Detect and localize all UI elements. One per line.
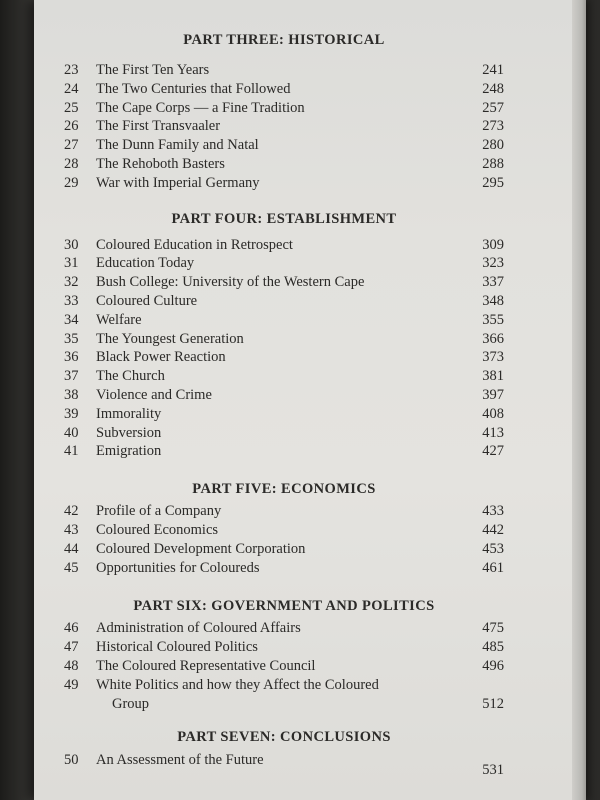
entry-list xyxy=(64,751,504,780)
page-edge xyxy=(572,0,586,800)
chapter-title: The First Transvaaler xyxy=(96,118,221,135)
chapter-number: 42 xyxy=(64,503,79,520)
chapter-title: The Dunn Family and Natal xyxy=(96,137,259,154)
chapter-number: 35 xyxy=(64,330,79,347)
page-number: 257 xyxy=(482,99,504,116)
chapter-number: 31 xyxy=(64,255,79,272)
part-five xyxy=(64,479,504,577)
toc-entry xyxy=(64,80,504,99)
toc-entry xyxy=(64,236,504,255)
chapter-number: 30 xyxy=(64,236,79,253)
page-number: 309 xyxy=(482,236,504,253)
toc-entry xyxy=(64,442,504,461)
page-number: 355 xyxy=(482,311,504,328)
chapter-number: 44 xyxy=(64,540,79,557)
part-six xyxy=(64,596,504,713)
chapter-number: 40 xyxy=(64,424,79,441)
page-number: 288 xyxy=(482,155,504,172)
chapter-number: 28 xyxy=(64,155,79,172)
chapter-number: 46 xyxy=(64,620,79,637)
chapter-title: Violence and Crime xyxy=(96,386,212,403)
chapter-number: 48 xyxy=(64,657,79,674)
page-number: 453 xyxy=(482,540,504,557)
toc-entry xyxy=(64,273,504,292)
toc-entry xyxy=(64,521,504,540)
toc-entry xyxy=(64,619,504,638)
page-number: 273 xyxy=(482,118,504,135)
chapter-title: The First Ten Years xyxy=(96,62,210,78)
toc-entry xyxy=(64,292,504,311)
toc-entry xyxy=(64,657,504,676)
part-heading: PART FIVE: ECONOMICS xyxy=(192,481,376,498)
toc-entry xyxy=(64,61,504,80)
chapter-title: The Two Centuries that Followed xyxy=(96,80,291,97)
page-number: 512 xyxy=(482,695,504,712)
entry-list xyxy=(64,61,504,193)
chapter-title: The Coloured Representative Council xyxy=(96,657,316,674)
page-number: 496 xyxy=(482,657,504,674)
page-number: 408 xyxy=(482,405,504,422)
chapter-number: 45 xyxy=(64,559,79,576)
chapter-number: 43 xyxy=(64,521,79,538)
chapter-title: Profile of a Company xyxy=(96,503,222,520)
chapter-number: 27 xyxy=(64,137,79,154)
chapter-title: Coloured Culture xyxy=(96,292,198,309)
part-three xyxy=(64,30,504,193)
chapter-title-continued: Group xyxy=(112,695,150,712)
page-number: 381 xyxy=(482,368,504,385)
chapter-number: 25 xyxy=(64,99,79,116)
toc-entry xyxy=(64,405,504,424)
chapter-number: 49 xyxy=(64,676,79,693)
toc-entry xyxy=(64,559,504,578)
toc-entry xyxy=(64,386,504,405)
page-number: 531 xyxy=(482,762,504,779)
page-number: 485 xyxy=(482,639,504,656)
part-seven xyxy=(64,727,504,780)
chapter-number: 37 xyxy=(64,368,79,385)
chapter-number: 33 xyxy=(64,292,79,309)
page-number: 442 xyxy=(482,521,504,538)
toc-entry xyxy=(64,424,504,443)
chapter-number: 23 xyxy=(64,62,79,78)
part-heading: PART THREE: HISTORICAL xyxy=(183,32,385,48)
entry-list xyxy=(64,236,504,462)
chapter-number: 47 xyxy=(64,639,79,656)
page-number: 248 xyxy=(482,80,504,97)
chapter-number: 50 xyxy=(64,752,79,769)
chapter-number: 32 xyxy=(64,274,79,291)
toc-entry xyxy=(64,330,504,349)
toc-entry xyxy=(64,254,504,273)
chapter-number: 38 xyxy=(64,386,79,403)
part-heading: PART FOUR: ESTABLISHMENT xyxy=(171,210,397,227)
chapter-title: Education Today xyxy=(96,255,195,272)
chapter-title-block xyxy=(96,676,464,714)
page-number: 348 xyxy=(482,292,504,309)
entry-list xyxy=(64,502,504,577)
page-number: 475 xyxy=(482,620,504,637)
chapter-number: 29 xyxy=(64,174,79,191)
part-heading: PART SIX: GOVERNMENT AND POLITICS xyxy=(133,598,435,615)
page-number: 241 xyxy=(482,62,504,78)
chapter-title: War with Imperial Germany xyxy=(96,174,260,191)
toc-entry xyxy=(64,638,504,657)
chapter-title: Coloured Economics xyxy=(96,521,219,538)
toc-entry xyxy=(64,348,504,367)
toc-entry xyxy=(64,311,504,330)
page-number: 461 xyxy=(482,559,504,576)
toc-entry xyxy=(64,502,504,521)
page-number: 366 xyxy=(482,330,504,347)
chapter-number: 34 xyxy=(64,311,79,328)
chapter-title: Administration of Coloured Affairs xyxy=(96,620,301,637)
chapter-number: 39 xyxy=(64,405,79,422)
page-number: 323 xyxy=(482,255,504,272)
page-number: 373 xyxy=(482,349,504,366)
entry-list xyxy=(64,619,504,713)
toc-entry xyxy=(64,367,504,386)
toc-entry xyxy=(64,676,504,714)
chapter-title: Coloured Development Corporation xyxy=(96,540,306,557)
chapter-title: An Assessment of the Future xyxy=(96,752,264,769)
chapter-title: Emigration xyxy=(96,443,162,460)
toc-entry xyxy=(64,99,504,118)
chapter-title: The Cape Corps — a Fine Tradition xyxy=(96,99,305,116)
part-four xyxy=(64,209,504,462)
toc-entry xyxy=(64,751,504,780)
chapter-title: Bush College: University of the Western Cape xyxy=(96,274,365,291)
page-number: 433 xyxy=(482,503,504,520)
chapter-title: The Rehoboth Basters xyxy=(96,155,225,172)
toc-entry xyxy=(64,117,504,136)
toc-entry xyxy=(64,155,504,174)
part-heading: PART SEVEN: CONCLUSIONS xyxy=(177,729,391,746)
chapter-title: Black Power Reaction xyxy=(96,349,226,366)
chapter-number: 41 xyxy=(64,443,79,460)
chapter-title: Subversion xyxy=(96,424,162,441)
page-number: 397 xyxy=(482,386,504,403)
page-number: 295 xyxy=(482,174,504,191)
chapter-number: 36 xyxy=(64,349,79,366)
chapter-title: Welfare xyxy=(96,311,142,328)
chapter-title: White Politics and how they Affect the Coloured xyxy=(96,676,379,693)
chapter-number: 24 xyxy=(64,80,79,97)
chapter-title: Coloured Education in Retrospect xyxy=(96,236,293,253)
chapter-title: The Youngest Generation xyxy=(96,330,244,347)
toc-entry xyxy=(64,174,504,193)
toc-entry xyxy=(64,136,504,155)
chapter-title: Opportunities for Coloureds xyxy=(96,559,260,576)
page-number: 280 xyxy=(482,137,504,154)
chapter-title: Immorality xyxy=(96,405,162,422)
table-of-contents xyxy=(64,30,504,780)
page-number: 427 xyxy=(482,443,504,460)
chapter-title: The Church xyxy=(96,368,165,385)
toc-entry xyxy=(64,540,504,559)
chapter-title: Historical Coloured Politics xyxy=(96,639,258,656)
page-number: 413 xyxy=(482,424,504,441)
chapter-number: 26 xyxy=(64,118,79,135)
page-number: 337 xyxy=(482,274,504,291)
